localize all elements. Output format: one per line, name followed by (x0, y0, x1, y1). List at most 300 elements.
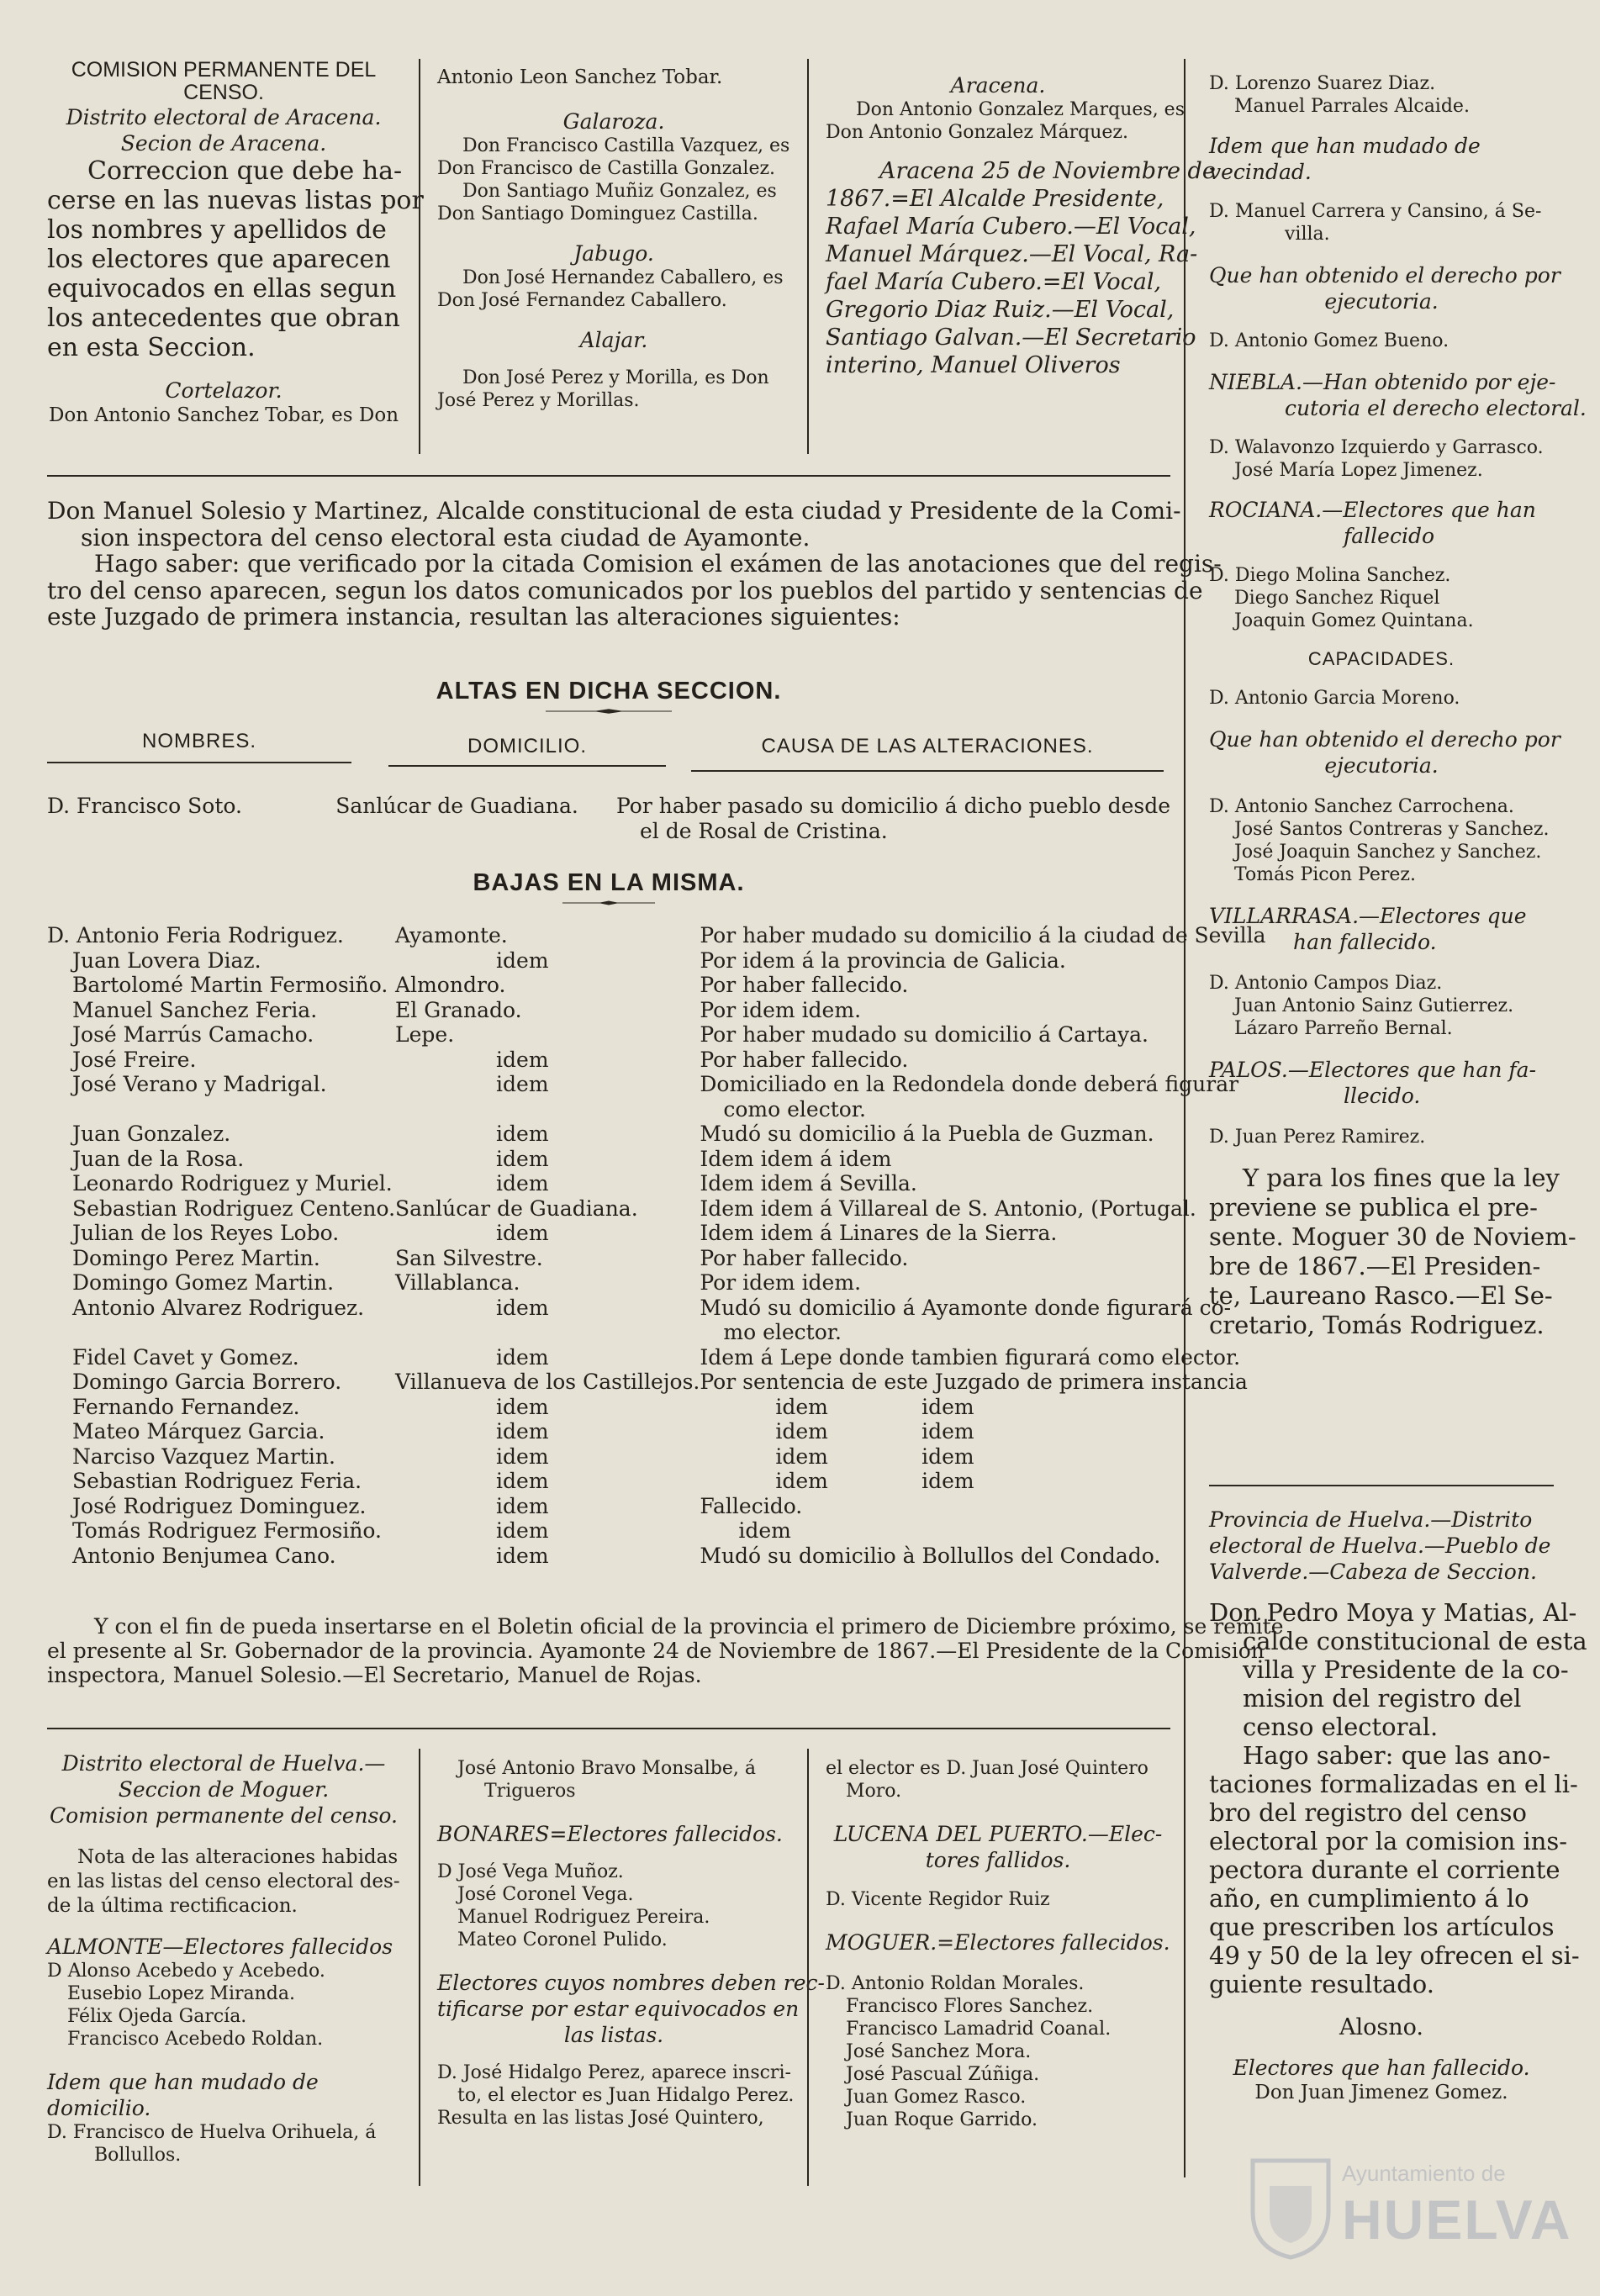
bajas-title: BAJAS EN LA MISMA. (473, 869, 745, 896)
entry-line: D. José Hidalgo Perez, aparece inscri- (437, 2062, 791, 2083)
villarrasa-names (1209, 972, 1554, 1040)
table-row (47, 1246, 1266, 1271)
aracena-entries (826, 98, 1185, 144)
heading-line: PALOS.—Electores que han fa- (1209, 1058, 1537, 1082)
body-line: bro del registro del censo (1209, 1798, 1527, 1827)
table-row (47, 794, 1170, 843)
archive-watermark (1244, 2152, 1572, 2270)
place-heading: Cortelazor. (165, 378, 283, 403)
name-line: Manuel Rodriguez Pereira. (457, 1907, 710, 1928)
col3-aracena (826, 72, 1216, 379)
cell-domicilio: Sanlúcar de Guadiana. (395, 1196, 638, 1221)
heading-line: NIEBLA.—Han obtenido por eje- (1209, 370, 1556, 394)
name-line: José Pascual Zúñiga. (846, 2064, 1040, 2085)
ornament-rule-icon (525, 709, 693, 714)
cell-name: D. Antonio Feria Rodriguez. (47, 923, 344, 947)
cell-cause: Idem idem á Villareal de S. Antonio, (Portugal. (700, 1196, 1196, 1221)
column-rule (419, 1749, 420, 2186)
entry-line: Antonio Leon Sanchez Tobar. (437, 66, 723, 88)
coat-of-arms-icon (1244, 2152, 1337, 2262)
header-causa: CAUSA DE LAS ALTERACIONES. (761, 735, 1094, 757)
bonares-heading: BONARES=Electores fallecidos. (437, 1822, 783, 1846)
section-rule (47, 1728, 1170, 1729)
lucena-heading (826, 1821, 1170, 1873)
heading-line: llecido. (1344, 1084, 1421, 1108)
entry-line: Don José Hernandez Caballero, es (462, 267, 784, 288)
name-line: Juan Roque Garrido. (846, 2109, 1038, 2130)
header-underline (47, 762, 351, 763)
body-line: que prescriben los artículos (1209, 1913, 1555, 1941)
cell-cause: Por idem á la provincia de Galicia. (700, 947, 1066, 973)
closing-line: Y con el fin de pueda insertarse en el Boletin oficial de la provincia el primero de Diciembre próximo, se remite (94, 1614, 1284, 1639)
body-line: guiente resultado. (1209, 1970, 1434, 1998)
correction-text (47, 156, 424, 362)
domicilio-names (47, 2121, 400, 2167)
table-row (47, 1270, 1266, 1296)
cell-domicilio: idem (496, 1146, 549, 1171)
cell-domicilio: idem (496, 947, 549, 973)
heading-line: Electores cuyos nombres deben rec- (437, 1971, 825, 1995)
table-row (47, 1048, 1266, 1073)
body-line: bre de 1867.—El Presiden- (1209, 1252, 1541, 1280)
name-line: Félix Ojeda García. (67, 2006, 247, 2027)
closing-line: el presente al Sr. Gobernador de la provincia. Ayamonte 24 de Noviembre de 1867.—El Presidente de la Comision (47, 1639, 1265, 1663)
heading-line: cutoria el derecho electoral. (1285, 396, 1587, 420)
name-line: Don Juan Jimenez Gomez. (1254, 2082, 1508, 2103)
body-line: censo electoral. (1243, 1713, 1439, 1741)
table-row (47, 1171, 1266, 1196)
body-line: te, Laureano Rasco.—El Se- (1209, 1281, 1553, 1310)
name-line: D. Lorenzo Suarez Diaz. (1209, 73, 1436, 94)
rociana-names (1209, 564, 1554, 632)
table-row (47, 1072, 1266, 1122)
cell-cause: Mudó su domicilio à Bollullos del Condado. (700, 1543, 1161, 1568)
heading-line: tificarse por estar equivocados en (437, 1997, 800, 2021)
heading-line: Que han obtenido el derecho por (1209, 727, 1560, 752)
header-underline (691, 770, 1164, 772)
table-row (47, 1196, 1266, 1222)
body-line: año, en cumplimiento á lo (1209, 1884, 1529, 1913)
cell-name: Antonio Benjumea Cano. (72, 1543, 336, 1568)
name-line: José Joaquin Sanchez y Sanchez. (1234, 842, 1542, 863)
altas-title: ALTAS EN DICHA SECCION. (436, 678, 782, 705)
table-row (47, 1296, 1266, 1345)
entry-line: Don Francisco Castilla Vazquez, es (462, 135, 790, 156)
cell-cause: Por haber fallecido. (700, 1047, 909, 1072)
table-row (47, 973, 1266, 998)
table-row (47, 1345, 1266, 1370)
valverde-section (1209, 1507, 1587, 2105)
heading-line: ejecutoria. (1324, 289, 1439, 314)
body-line: taciones formalizadas en el li- (1209, 1770, 1578, 1798)
table-row (47, 998, 1266, 1023)
signature-line: fael María Cubero.=El Vocal, (826, 269, 1162, 295)
signature-line: Aracena 25 de Noviembre de (879, 158, 1216, 184)
cell-domicilio: idem (496, 1221, 549, 1245)
cause-line: mo elector. (723, 1320, 842, 1344)
entry-line: el elector es D. Juan José Quintero (826, 1758, 1149, 1779)
body-line: Hago saber: que las ano- (1243, 1741, 1551, 1770)
jabugo-entries (437, 267, 790, 312)
cell-name: José Freire. (72, 1047, 197, 1072)
entry-line: to, el elector es Juan Hidalgo Perez. (457, 2085, 795, 2106)
body-line: equivocados en ellas segun (47, 274, 397, 303)
table-row (47, 1469, 1266, 1494)
cell-domicilio: idem (496, 1122, 549, 1146)
cell-name: Juan Gonzalez. (72, 1122, 231, 1146)
body-line: mision del registro del (1243, 1684, 1522, 1713)
body-line: 49 y 50 de la ley ofrecen el si- (1209, 1941, 1580, 1970)
cell-name: Fidel Cavet y Gomez. (72, 1344, 299, 1370)
name-line: Bollullos. (94, 2145, 182, 2166)
name-line: José Coronel Vega. (457, 1884, 634, 1905)
ayamonte-intro (47, 497, 1222, 631)
cell-name: Leonardo Rodriguez y Muriel. (72, 1171, 393, 1196)
cell-name: Domingo Gomez Martin. (72, 1270, 335, 1295)
cell-cause: Idem idem á Linares de la Sierra. (700, 1221, 1058, 1245)
cell-domicilio: idem (496, 1171, 549, 1196)
palos-heading (1209, 1057, 1554, 1109)
heading-line: ejecutoria. (1324, 753, 1439, 778)
entry-line: Resulta en las listas José Quintero, (437, 2108, 764, 2129)
heading-line: LUCENA DEL PUERTO.—Elec- (833, 1822, 1163, 1846)
heading-line: fallecido (1344, 524, 1434, 548)
right-column (1209, 72, 1587, 1340)
intro-line: sion inspectora del censo electoral esta ciudad de Ayamonte. (81, 523, 811, 552)
cell-name: Mateo Márquez Garcia. (72, 1419, 325, 1444)
entry-line: Don José Fernandez Caballero. (437, 290, 727, 311)
table-row (47, 1370, 1266, 1395)
villarrasa-heading (1209, 903, 1554, 955)
vecindad-heading: Idem que han mudado de vecindad. (1209, 134, 1481, 184)
intro-line: este Juzgado de primera instancia, resultan las alteraciones siguientes: (47, 603, 900, 631)
moguer-section (47, 1750, 400, 2167)
intro-line: Hago saber: que verificado por la citada Comision el exámen de las anotaciones que del regis- (94, 550, 1222, 578)
intro-line: tro del censo aparecen, segun los datos comunicados por los pueblos del partido y sentencias de (47, 576, 1203, 604)
name-line: Lázaro Parreño Bernal. (1234, 1018, 1453, 1039)
cell-cause: Por sentencia de este Juzgado de primera instancia (700, 1370, 1248, 1394)
heading-line: Que han obtenido el derecho por (1209, 263, 1560, 288)
cell-domicilio: Lepe. (395, 1022, 455, 1047)
signature-line: Santiago Galvan.—El Secretario (826, 325, 1196, 351)
name-line: José Sanchez Mora. (846, 2041, 1032, 2062)
cell-cause: idem (738, 1518, 791, 1543)
watermark-line: Ayuntamiento de (1342, 2161, 1506, 2186)
district-line: Secion de Aracena. (120, 131, 327, 156)
signature-line: interino, Manuel Oliveros (826, 352, 1121, 378)
closing-line: inspectora, Manuel Solesio.—El Secretario, Manuel de Rojas. (47, 1663, 702, 1687)
bajas-rows (47, 923, 1266, 1568)
table-row (47, 1122, 1266, 1147)
name-line: Mateo Coronel Pulido. (457, 1929, 668, 1950)
cell-cause: Mudó su domicilio á la Puebla de Guzman. (700, 1122, 1154, 1146)
cell-domicilio: San Silvestre. (395, 1245, 543, 1270)
moguer-names (826, 1972, 1170, 2131)
table-row (47, 1395, 1266, 1420)
cell-name: Juan de la Rosa. (72, 1146, 245, 1171)
cell-cause: idem idem (775, 1469, 974, 1493)
cell-domicilio: Villablanca. (395, 1270, 520, 1295)
ayamonte-closing (47, 1614, 1284, 1687)
body-line: villa y Presidente de la co- (1243, 1655, 1569, 1684)
heading-line: Provincia de Huelva.—Distrito (1209, 1507, 1533, 1532)
heading-line: Valverde.—Cabeza de Seccion. (1209, 1560, 1537, 1584)
cell-domicilio: idem (496, 1295, 549, 1320)
section-rule (47, 475, 1170, 477)
signature-line: 1867.=El Alcalde Presidente, (826, 186, 1164, 212)
cell-domicilio: idem (496, 1444, 549, 1469)
entry-line: Trigueros (484, 1781, 576, 1802)
carrochena-names (1209, 795, 1554, 886)
heading-line: VILLARRASA.—Electores que (1209, 904, 1527, 928)
name-line: Juan Gomez Rasco. (846, 2087, 1027, 2108)
cell-cause: idem idem (775, 1444, 974, 1469)
cell-cause (700, 1296, 1265, 1345)
lucena-section (826, 1757, 1170, 2131)
place-heading: Alajar. (579, 328, 648, 352)
name-line: D Alonso Acebedo y Acebedo. (47, 1961, 325, 1982)
cell-name: Sebastian Rodriguez Feria. (72, 1469, 362, 1493)
signature-line: Gregorio Diaz Ruiz.—El Vocal, (826, 297, 1175, 323)
bonares-names (437, 1861, 790, 1951)
note-line: Nota de las alteraciones habidas (77, 1846, 399, 1868)
entry-line: José Perez y Morillas. (437, 390, 640, 411)
title-line: Comision permanente del censo. (50, 1803, 398, 1828)
cell-name: Domingo Garcia Borrero. (72, 1370, 342, 1394)
cell-domicilio: idem (496, 1469, 549, 1493)
cell-name: Tomás Rodriguez Fermosiño. (72, 1518, 382, 1543)
cell-cause: idem idem (775, 1394, 974, 1419)
cell-name: Julian de los Reyes Lobo. (72, 1221, 340, 1245)
column-rule (419, 59, 420, 454)
cell-domicilio: El Granado. (395, 997, 522, 1022)
place-heading: Galaroza. (562, 109, 665, 134)
body-line: los nombres y apellidos de (47, 215, 387, 245)
entry-line: Don Santiago Dominguez Castilla. (437, 203, 758, 224)
body-line: sente. Moguer 30 de Noviem- (1209, 1222, 1576, 1251)
rociana-heading (1209, 497, 1554, 549)
name-line: Juan Antonio Sainz Gutierrez. (1234, 995, 1514, 1016)
name-line: D. Antonio Garcia Moreno. (1209, 688, 1460, 709)
almonte-heading: ALMONTE—Electores fallecidos (47, 1934, 393, 1959)
table-row (47, 1544, 1266, 1569)
cell-domicilio: idem (496, 1394, 549, 1419)
signature-line: Rafael María Cubero.—El Vocal, (826, 214, 1196, 240)
name-line: D. Juan Perez Ramirez. (1209, 1127, 1426, 1148)
cell-domicilio: idem (496, 1518, 549, 1543)
name-line: villa. (1285, 224, 1330, 245)
entry-line: Don Antonio Gonzalez Marques, es (856, 99, 1185, 120)
capacidades-heading: CAPACIDADES. (1307, 648, 1455, 669)
cell-name: Bartolomé Martin Fermosiño. (72, 973, 388, 997)
table-row (47, 1444, 1266, 1470)
cause-line: como elector. (723, 1096, 866, 1122)
title-line: Seccion de Moguer. (118, 1777, 330, 1802)
cell-name: Sebastian Rodriguez Centeno. (72, 1196, 396, 1221)
cell-name: Manuel Sanchez Feria. (72, 997, 318, 1022)
name-line: Manuel Parrales Alcaide. (1234, 96, 1470, 117)
cell-name: D. Francisco Soto. (47, 794, 242, 818)
entry-line: Don Antonio Sanchez Tobar, es Don (48, 404, 399, 426)
body-line: los electores que aparecen (47, 245, 391, 274)
aracena-signatures (826, 157, 1216, 379)
entry-line: José Antonio Bravo Monsalbe, á (457, 1758, 757, 1779)
heading-line: electoral de Huelva.—Pueblo de (1209, 1533, 1551, 1558)
cell-cause: Por idem idem. (700, 1270, 862, 1295)
cell-domicilio: idem (496, 1419, 549, 1444)
cell-domicilio: idem (496, 1047, 549, 1072)
table-row (47, 1419, 1266, 1444)
cell-name: José Marrús Camacho. (72, 1022, 314, 1047)
body-line: electoral por la comision ins- (1209, 1827, 1568, 1855)
cell-domicilio: Sanlúcar de Guadiana. (335, 794, 578, 818)
section-rule (1209, 1485, 1554, 1486)
cell-domicilio: Ayamonte. (395, 923, 508, 947)
alajar-entries (437, 367, 790, 412)
cell-cause: Idem idem á idem (700, 1146, 892, 1171)
body-line: en esta Seccion. (47, 333, 256, 362)
header-domicilio: DOMICILIO. (467, 735, 587, 757)
col1-aracena-commission (47, 58, 424, 428)
body-line: previene se publica el pre- (1209, 1193, 1538, 1222)
moguer-heading: MOGUER.=Electores fallecidos. (826, 1930, 1170, 1955)
place-heading: Aracena. (950, 73, 1046, 98)
cell-name: Fernando Fernandez. (72, 1394, 300, 1419)
ejecutoria-heading (1209, 262, 1560, 314)
cell-cause: Por haber mudado su domicilio á Cartaya. (700, 1022, 1149, 1047)
header-nombres: NOMBRES. (141, 730, 256, 752)
entry-line: Don Santiago Muñiz Gonzalez, es (462, 181, 777, 202)
header-underline (388, 765, 666, 767)
district-line: Distrito electoral de Aracena. (66, 105, 382, 129)
cell-name: Narciso Vazquez Martin. (72, 1444, 335, 1469)
entry-line: Moro. (846, 1781, 902, 1802)
body-line: cerse en las nuevas listas por (47, 186, 424, 215)
entry-line: Don Antonio Gonzalez Márquez. (826, 122, 1128, 143)
cell-cause: Fallecido. (700, 1493, 803, 1518)
bonares-section (437, 1757, 825, 2130)
title-line: Distrito electoral de Huelva.— (61, 1751, 386, 1776)
name-line: D. Antonio Campos Diaz. (1209, 973, 1443, 994)
entry-line: Don Francisco de Castilla Gonzalez. (437, 158, 776, 179)
note-line: de la última rectificacion. (47, 1895, 298, 1917)
cell-name: Antonio Alvarez Rodriguez. (72, 1295, 365, 1320)
body-line: Y para los fines que la ley (1243, 1164, 1560, 1192)
alosno-subheading: Electores que han fallecido. (1233, 2056, 1530, 2080)
place-heading: Jabugo. (573, 241, 654, 266)
name-line: D José Vega Muñoz. (437, 1861, 624, 1882)
name-line: D. Antonio Gomez Bueno. (1209, 330, 1450, 351)
name-line: Francisco Flores Sanchez. (846, 1996, 1094, 2017)
heading-line: las listas. (563, 2023, 664, 2047)
name-line: Eusebio Lopez Miranda. (67, 1983, 295, 2004)
moya-text (1209, 1598, 1587, 1998)
table-row (47, 1147, 1266, 1172)
cell-domicilio: idem (496, 1072, 549, 1096)
name-line: D. Antonio Roldan Morales. (826, 1973, 1085, 1994)
cell-domicilio: idem (496, 1543, 549, 1568)
cell-domicilio: idem (496, 1344, 549, 1370)
top-names (1209, 72, 1554, 118)
body-line: cretario, Tomás Rodriguez. (1209, 1311, 1545, 1339)
cause-line: el de Rosal de Cristina. (640, 818, 888, 843)
alosno-heading: Alosno. (1339, 2014, 1423, 2040)
cause-line: Mudó su domicilio á Ayamonte donde figurará co- (700, 1295, 1232, 1320)
note-text (47, 1845, 400, 1919)
district-lines (47, 104, 400, 156)
title-line: CENSO. (183, 81, 264, 104)
table-row (47, 923, 1266, 948)
table-row (47, 1221, 1266, 1246)
name-line: Joaquin Gomez Quintana. (1234, 610, 1474, 631)
heading-line: ROCIANA.—Electores que han (1209, 498, 1536, 522)
name-line: D. Walavonzo Izquierdo y Garrasco. (1209, 437, 1544, 458)
table-row (47, 948, 1266, 974)
intro-line: Don Manuel Solesio y Martinez, Alcalde constitucional de esta ciudad y Presidente de la Comi- (47, 497, 1181, 525)
cell-name: Juan Lovera Diaz. (72, 947, 261, 973)
bajas-table (47, 923, 1266, 1568)
cell-cause: Idem á Lepe donde tambien figurará como elector. (700, 1344, 1241, 1370)
name-line: D. Diego Molina Sanchez. (1209, 565, 1451, 586)
name-line: Francisco Lamadrid Coanal. (846, 2019, 1112, 2040)
ejecutoria2-heading (1209, 726, 1560, 779)
name-line: Francisco Acebedo Roldan. (67, 2029, 324, 2050)
name-line: D. Vicente Regidor Ruiz (826, 1889, 1050, 1910)
cell-domicilio: Almondro. (395, 973, 506, 997)
body-line: calde constitucional de esta (1243, 1627, 1587, 1655)
name-line: D. Manuel Carrera y Cansino, á Se- (1209, 201, 1542, 222)
altas-heading (47, 678, 1170, 714)
galaroza-entries (437, 135, 790, 225)
name-line: José María Lopez Jimenez. (1234, 460, 1483, 481)
domicilio-heading: Idem que han mudado de domicilio. (47, 2070, 319, 2120)
bajas-heading (47, 869, 1170, 905)
table-row (47, 1022, 1266, 1048)
valverde-heading (1209, 1507, 1554, 1585)
table-row (47, 1518, 1266, 1544)
cell-cause: Por haber mudado su domicilio á la ciudad de Sevilla (700, 923, 1266, 947)
name-line: José Santos Contreras y Sanchez. (1234, 819, 1550, 840)
column-rule (807, 1749, 809, 2186)
cause-line: Domiciliado en la Redondela donde deberá figurar (700, 1072, 1239, 1096)
niebla-names (1209, 436, 1554, 482)
cause-line: Por haber pasado su domicilio á dicho pueblo desde (616, 794, 1170, 818)
body-line: pectora durante el corriente (1209, 1855, 1560, 1884)
heading-line: han fallecido. (1293, 930, 1437, 954)
rectificar-heading (437, 1970, 825, 2048)
body-line: los antecedentes que obran (47, 303, 400, 333)
signature-line: Manuel Márquez.—El Vocal, Ra- (826, 241, 1198, 267)
cell-cause (700, 1072, 1265, 1122)
quintero-entry (826, 1757, 1170, 1802)
name-line: Diego Sanchez Riquel (1234, 588, 1440, 609)
watermark-line: HUELVA (1342, 2188, 1572, 2251)
niebla-heading (1209, 369, 1587, 421)
cell-cause: Por haber fallecido. (700, 973, 909, 997)
cell-cause: Idem idem á Sevilla. (700, 1171, 917, 1196)
moguer-title (47, 1750, 400, 1829)
entry-line: Don José Perez y Morilla, es Don (462, 367, 769, 388)
altas-rows (47, 794, 1170, 843)
name-line: D. Antonio Sanchez Carrochena. (1209, 796, 1514, 817)
almonte-names (47, 1960, 400, 2051)
cell-domicilio: Villanueva de los Castillejos. (395, 1370, 700, 1394)
cell-cause: Por haber fallecido. (700, 1245, 909, 1270)
name-line: Tomás Picon Perez. (1234, 864, 1416, 885)
cell-name: José Verano y Madrigal. (72, 1072, 327, 1096)
col2-entries (437, 66, 790, 412)
cell-name: Domingo Perez Martin. (72, 1245, 320, 1270)
